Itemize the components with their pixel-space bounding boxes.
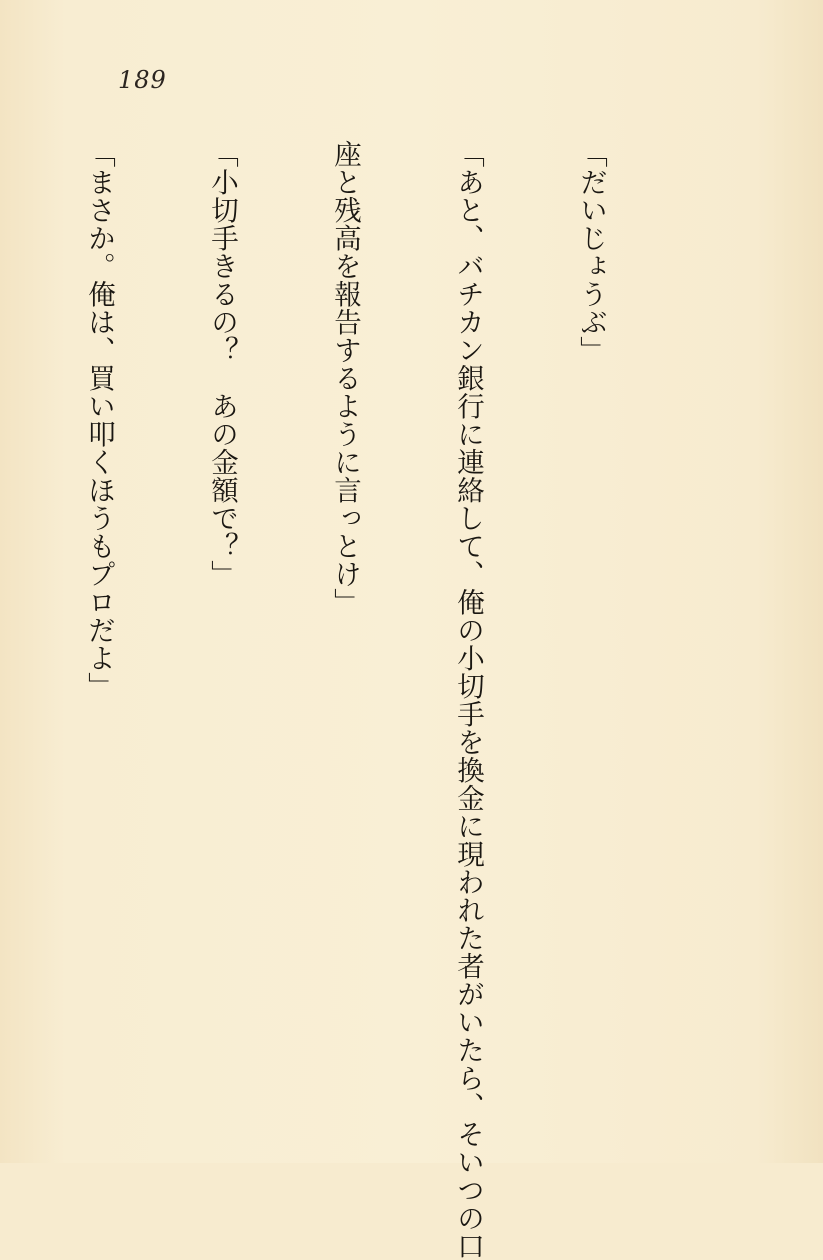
body-text	[0, 140, 693, 1260]
text-line: 座と残高を報告するように言っとけ」	[329, 140, 361, 616]
text-line: 「小切手きるの？ あの金額で？」	[206, 140, 238, 588]
text-line: 「だいじょうぶ」	[575, 140, 607, 364]
text-line: 「あと、バチカン銀行に連絡して、俺の小切手を換金に現われた者がいたら、そいつの口	[452, 140, 484, 1260]
text-line: 「まさか。俺は、買い叩くほうもプロだよ」	[83, 140, 115, 700]
page-number: 189	[118, 66, 167, 94]
